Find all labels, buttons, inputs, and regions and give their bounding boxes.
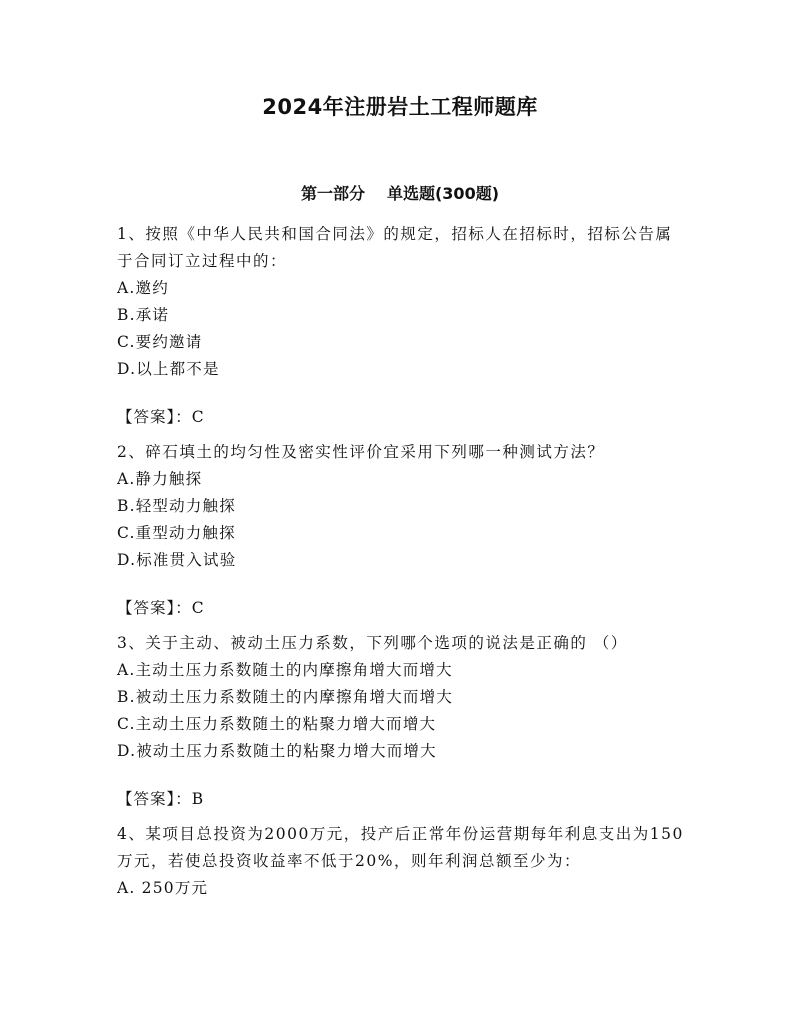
option-a: A.邀约 (117, 279, 169, 297)
option-b: B.被动土压力系数随土的内摩擦角增大而增大 (117, 688, 454, 706)
option-a: A.静力触探 (117, 470, 203, 488)
question-stem: 1、按照《中华人民共和国合同法》的规定，招标人在招标时，招标公告属于合同订立过程中的： (117, 225, 673, 270)
option-list (117, 275, 689, 383)
option-a: A.主动土压力系数随土的内摩擦角增大而增大 (117, 661, 453, 679)
option-list (117, 657, 689, 765)
question-4 (117, 821, 689, 902)
option-d: D.标准贯入试验 (117, 551, 237, 569)
option-a: A. 250万元 (117, 879, 209, 897)
option-d: D.被动土压力系数随土的粘聚力增大而增大 (117, 742, 437, 760)
question-stem: 4、某项目总投资为2000万元，投产后正常年份运营期每年利息支出为150万元，若使总投资收益率不低于20%，则年利润总额至少为： (117, 825, 684, 870)
section-name-label: 单选题(300题) (386, 184, 500, 203)
section-title (0, 181, 800, 207)
question-2 (117, 439, 689, 622)
question-list (117, 221, 689, 902)
answer-label: 【答案】： (117, 408, 192, 426)
option-c: C.要约邀请 (117, 333, 203, 351)
question-stem: 2、碎石填土的均匀性及密实性评价宜采用下列哪一种测试方法？ (117, 443, 605, 461)
question-1 (117, 221, 689, 431)
answer-value: C (191, 408, 205, 426)
option-list (117, 875, 689, 902)
answer-line (117, 595, 689, 622)
answer-line (117, 786, 689, 813)
question-stem: 3、关于主动、被动土压力系数，下列哪个选项的说法是正确的 （） (117, 634, 628, 652)
answer-value: C (191, 599, 205, 617)
section-part-label: 第一部分 (300, 184, 365, 203)
question-3 (117, 630, 689, 813)
option-d: D.以上都不是 (117, 360, 220, 378)
answer-value: B (191, 790, 205, 808)
option-c: C.重型动力触探 (117, 524, 236, 542)
option-b: B.承诺 (117, 306, 170, 324)
answer-label: 【答案】： (117, 599, 192, 617)
option-list (117, 466, 689, 574)
answer-label: 【答案】： (117, 790, 192, 808)
document-title: 2024年注册岩土工程师题库 (262, 95, 538, 119)
answer-line (117, 404, 689, 431)
option-b: B.轻型动力触探 (117, 497, 236, 515)
option-c: C.主动土压力系数随土的粘聚力增大而增大 (117, 715, 437, 733)
